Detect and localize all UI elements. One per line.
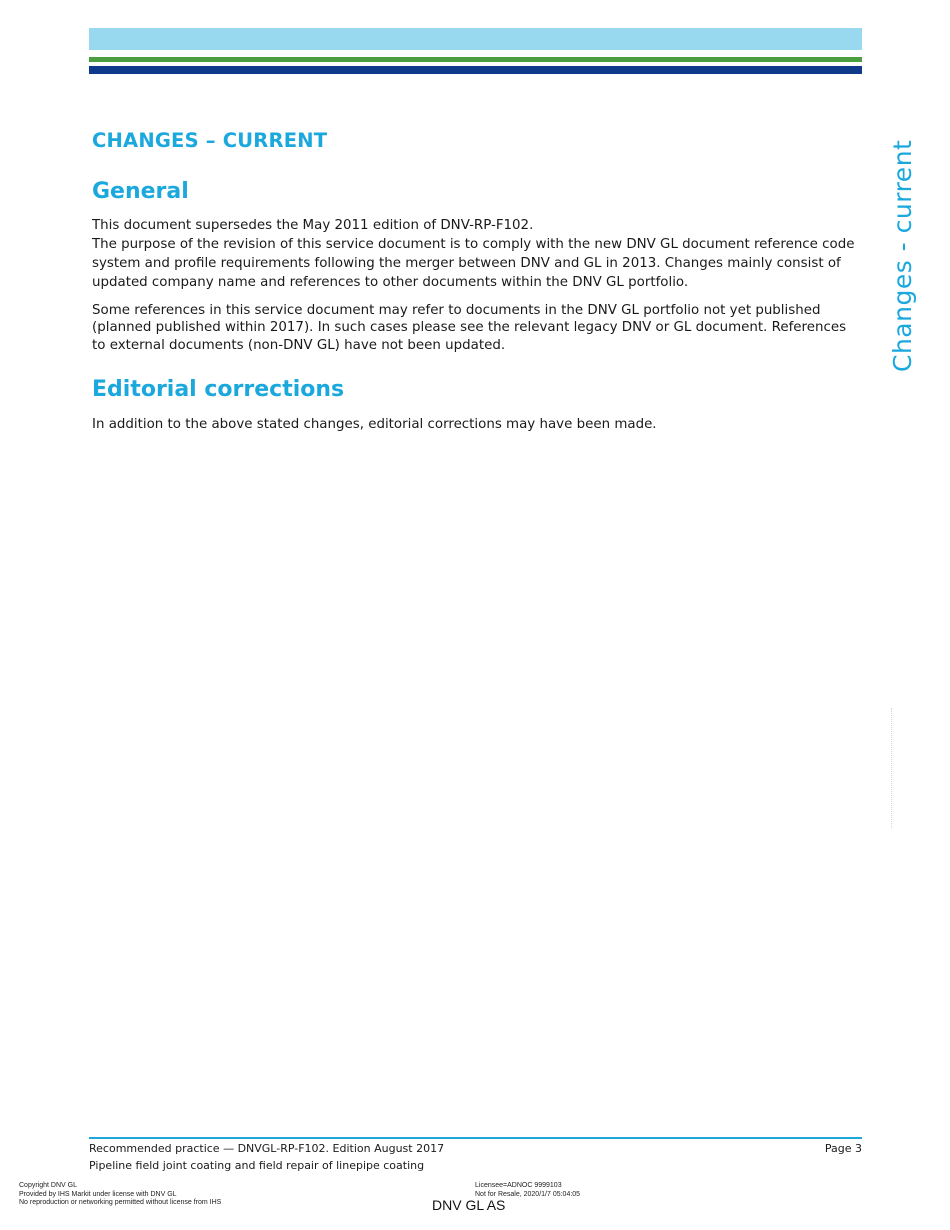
footer-page-number: Page 3 — [824, 1142, 862, 1155]
header-band-green — [89, 57, 862, 62]
stamp-copyright: Copyright DNV GL — [19, 1182, 77, 1189]
margin-watermark-mark — [891, 708, 893, 828]
stamp-provided-by: Provided by IHS Markit under license with DNV GL — [19, 1190, 177, 1198]
stamp-licensee: Licensee=ADNOC 9999103 — [475, 1182, 562, 1189]
general-references-paragraph: Some references in this service document may refer to documents in the DNV GL portfolio not yet published (planned published within 2017). In such cases please see the relevant legacy DNV or GL document. References to external documents (non-DNV GL) have not been updated. — [92, 302, 847, 353]
stamp-not-for-resale: Not for Resale, 2020/1/7 05:04:05 — [475, 1190, 581, 1198]
header-band-navy — [89, 66, 862, 74]
page-content — [92, 128, 860, 434]
general-line-supersedes: This document supersedes the May 2011 edition of DNV-RP-F102. — [92, 218, 534, 233]
footer-document-reference: Recommended practice — DNVGL-RP-F102. Edition August 2017 — [89, 1142, 445, 1155]
editorial-paragraph: In addition to the above stated changes, editorial corrections may have been made. — [92, 417, 657, 433]
stamp-company-name: DNV GL AS — [432, 1197, 506, 1213]
footer-document-title: Pipeline field joint coating and field repair of linepipe coating — [89, 1159, 425, 1172]
license-stamp-left — [19, 1182, 221, 1208]
side-chapter-label: Changes - current — [888, 139, 917, 372]
general-paragraph — [92, 217, 860, 292]
header-band-light-blue — [89, 28, 862, 50]
page-title: CHANGES – CURRENT — [92, 129, 328, 152]
general-line-purpose: The purpose of the revision of this service document is to comply with the new DNV GL document reference code system and profile requirements following the merger between DNV and GL in 2013. Changes mainly consist of updated company name and references to other documents within the DNV GL portfolio. — [92, 236, 855, 290]
stamp-no-reproduction: No reproduction or networking permitted without license from IHS — [19, 1199, 222, 1207]
section-title-general: General — [92, 179, 189, 204]
section-title-editorial: Editorial corrections — [92, 377, 345, 403]
footer-divider — [89, 1137, 862, 1139]
